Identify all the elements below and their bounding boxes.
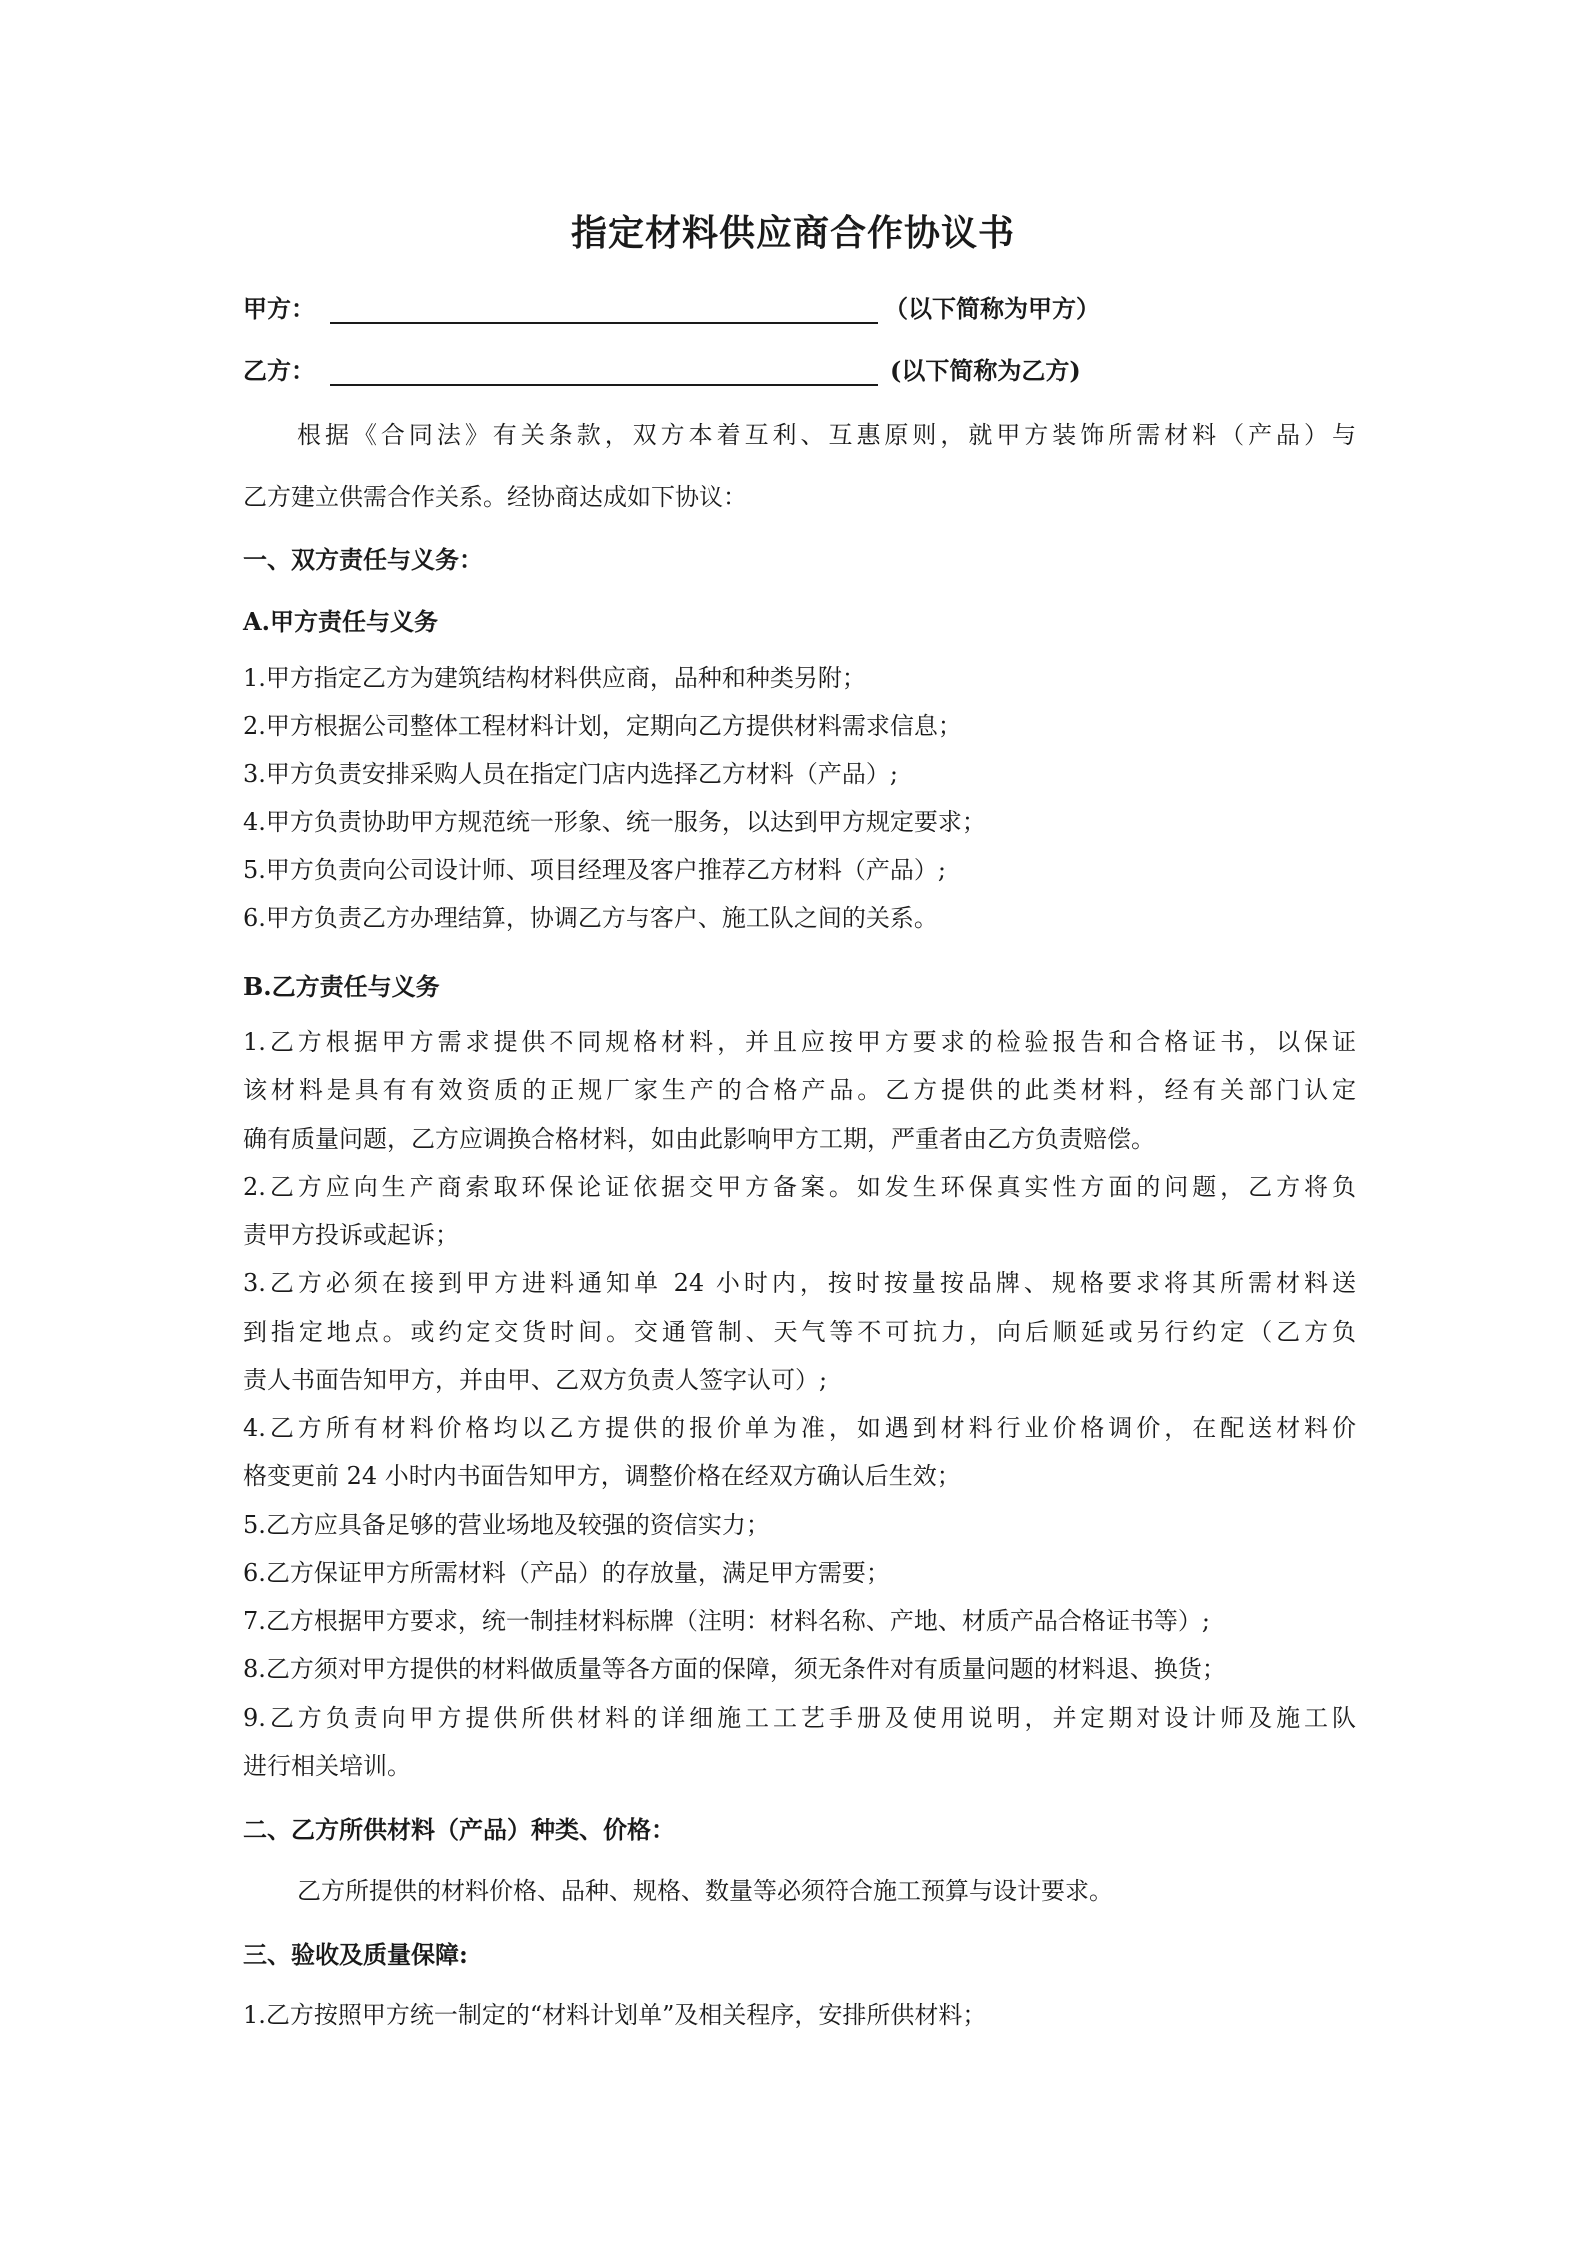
paragraph-line: 确有质量问题，乙方应调换合格材料，如由此影响甲方工期，严重者由乙方负责赔偿。: [243, 1125, 1155, 1153]
paragraph-line: 9.乙方负责向甲方提供所供材料的详细施工工艺手册及使用说明，并定期对设计师及施工队: [243, 1704, 1356, 1732]
paragraph-line: 到指定地点。或约定交货时间。交通管制、天气等不可抗力，向后顺延或另行约定（乙方负: [243, 1318, 1356, 1346]
paragraph-line: 2.乙方应向生产商索取环保论证依据交甲方备案。如发生环保真实性方面的问题，乙方将负: [243, 1173, 1356, 1201]
subsection-heading: A.甲方责任与义务: [243, 607, 438, 636]
list-item: 5.甲方负责向公司设计师、项目经理及客户推荐乙方材料（产品）;: [243, 856, 946, 884]
paragraph-line: 5.乙方应具备足够的营业场地及较强的资信实力；: [243, 1511, 770, 1539]
list-item: 1.乙方按照甲方统一制定的“材料计划单”及相关程序，安排所供材料；: [243, 2001, 987, 2029]
paragraph-line: 3.乙方必须在接到甲方进料通知单 24 小时内，按时按量按品牌、规格要求将其所需材料送: [243, 1269, 1356, 1297]
paragraph-line: 责人书面告知甲方，并由甲、乙双方负责人签字认可）;: [243, 1366, 828, 1394]
paragraph-line: 4.乙方所有材料价格均以乙方提供的报价单为准，如遇到材料行业价格调价，在配送材料价: [243, 1414, 1356, 1442]
paragraph-line: 8.乙方须对甲方提供的材料做质量等各方面的保障，须无条件对有质量问题的材料退、换货；: [243, 1655, 1226, 1683]
paragraph-line: 1.乙方根据甲方需求提供不同规格材料，并且应按甲方要求的检验报告和合格证书，以保证: [243, 1028, 1356, 1056]
section-heading: 一、双方责任与义务：: [243, 545, 483, 574]
intro-line: 乙方建立供需合作关系。经协商达成如下协议：: [243, 483, 747, 511]
list-item: 4.甲方负责协助甲方规范统一形象、统一服务，以达到甲方规定要求；: [243, 808, 986, 836]
list-item: 1.甲方指定乙方为建筑结构材料供应商，品种和种类另附；: [243, 664, 866, 692]
paragraph-line: 进行相关培训。: [243, 1752, 411, 1780]
paragraph-line: 6.乙方保证甲方所需材料（产品）的存放量，满足甲方需要；: [243, 1559, 890, 1587]
paragraph-line: 7.乙方根据甲方要求，统一制挂材料标牌（注明：材料名称、产地、材质产品合格证书等）;: [243, 1607, 1210, 1635]
list-item: 3.甲方负责安排采购人员在指定门店内选择乙方材料（产品）;: [243, 760, 898, 788]
list-item: 2.甲方根据公司整体工程材料计划，定期向乙方提供材料需求信息；: [243, 712, 962, 740]
party-a-blank-line[interactable]: [330, 322, 878, 324]
paragraph-line: 格变更前 24 小时内书面告知甲方，调整价格在经双方确认后生效；: [243, 1462, 961, 1490]
section-heading: 二、乙方所供材料（产品）种类、价格：: [243, 1815, 675, 1844]
party-b-note: (以下简称为乙方): [890, 356, 1081, 385]
party-a-label: 甲方：: [243, 294, 315, 323]
subsection-heading: B.乙方责任与义务: [243, 972, 440, 1001]
document-title: 指定材料供应商合作协议书: [570, 212, 1015, 254]
list-item: 6.甲方负责乙方办理结算，协调乙方与客户、施工队之间的关系。: [243, 904, 938, 932]
party-b-blank-line[interactable]: [330, 384, 878, 386]
paragraph-line: 该材料是具有有效资质的正规厂家生产的合格产品。乙方提供的此类材料，经有关部门认定: [243, 1076, 1356, 1104]
party-a-note: （以下简称为甲方）: [884, 294, 1100, 323]
section-heading: 三、验收及质量保障:: [243, 1940, 468, 1969]
paragraph-line: 乙方所提供的材料价格、品种、规格、数量等必须符合施工预算与设计要求。: [297, 1877, 1113, 1905]
party-b-label: 乙方：: [243, 356, 315, 385]
intro-line: 根据《合同法》有关条款，双方本着互利、互惠原则，就甲方装饰所需材料（产品）与: [297, 421, 1356, 449]
paragraph-line: 责甲方投诉或起诉；: [243, 1221, 459, 1249]
